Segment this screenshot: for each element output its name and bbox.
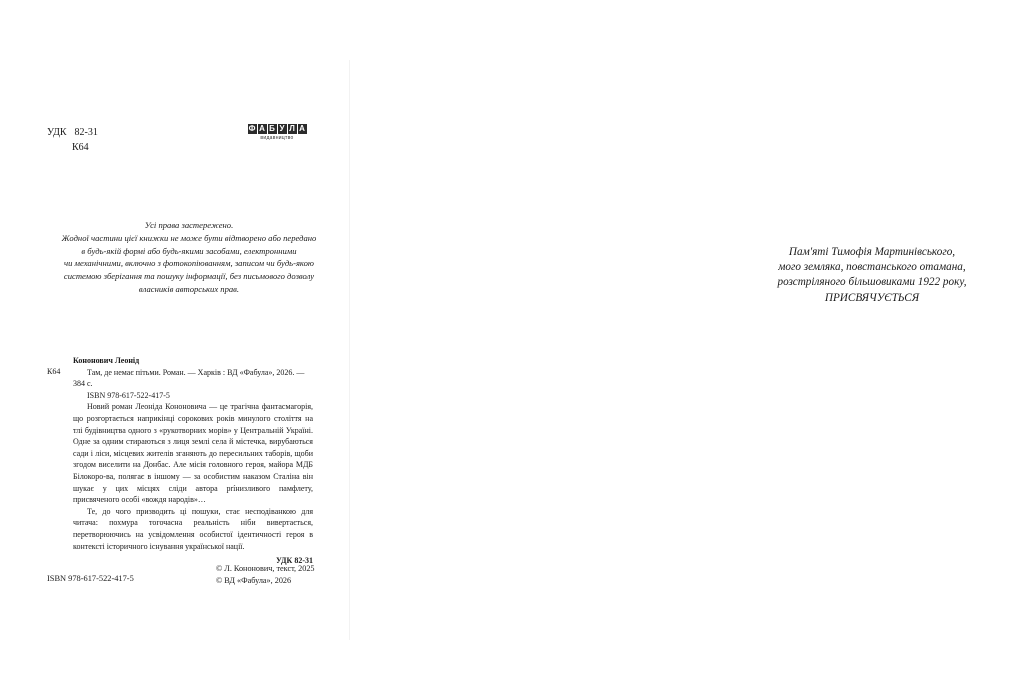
right-page [350, 0, 967, 700]
catalog-annotation: Те, до чого призводить ці пошуки, стає несподіванкою для читача: похмура тогочасна реальність ніби вивертається, перетворюючись на усвідомлення особистої ідентичності героя в контексті історичного існування української нації. [73, 506, 313, 551]
catalog-title-line: Там, де немає пітьми. Роман. — Харків : ВД «Фабула», 2026. — [87, 367, 305, 377]
udk-line [47, 125, 98, 140]
rights-line: чи механічними, включно з фотокопіюванням, записом чи будь-якою [64, 258, 314, 269]
udk-block [47, 125, 98, 155]
logo-letters [243, 124, 311, 134]
rights-line: в будь-якій формі або будь-якими засобами, електронними [81, 245, 297, 256]
catalog-author: Кононович Леонід [73, 356, 140, 365]
dedication-line: розстріляного більшовиками 1922 року, [777, 276, 967, 289]
copyright-block [216, 563, 315, 587]
udk-value: 82-31 [74, 127, 98, 138]
catalog-isbn: ISBN 978-617-522-417-5 [87, 390, 170, 400]
logo-letter: У [278, 124, 287, 134]
rights-notice [40, 219, 338, 296]
rights-line: Жодної частини цієї книжки не може бути відтворено або передано [61, 232, 317, 243]
logo-subtitle: видавництво [260, 135, 294, 141]
dedication-caps: ПРИСВЯЧУЄТЬСЯ [824, 291, 920, 304]
left-page [0, 0, 350, 700]
dedication-line: Пам'яті Тимофія Мартинівського, [788, 246, 956, 258]
catalog-pages: 384 с. [73, 379, 93, 389]
isbn: ISBN 978-617-522-417-5 [47, 574, 134, 583]
logo-letter: Ф [248, 124, 256, 133]
logo-letter: Б [269, 124, 275, 133]
logo-letter: А [259, 124, 265, 133]
catalog-annotation: Новий роман Леоніда Кононовича — це трагічна фантасмагорія, що розгортається наприкінці сорокових років минулого століття на тлі будівництва одного з «рукотворних морів» у Центральній Україні. Одне за одним стираються з лиця землі села й містечка, вирубаються сади і ліси, місцевих жителів зганяють до пересильних таборів, щоби згодом виселити на Донбас. Але місія головного героя, майора МДБ Білокоро-ва, полягає в іншому — за особистим наказом Сталіна він шукає у цих місцях сліди автора príнизливого памфлету, присвяченого особі «вождя народів»… [73, 402, 313, 505]
publisher-logo [243, 124, 311, 141]
copyright-line: © Л. Кононович, текст, 2025 [216, 564, 315, 573]
rights-line: власників авторських прав. [138, 283, 240, 294]
dedication [722, 245, 1022, 306]
rights-line: системою зберігання та пошуку інформації, без письмового дозволу [63, 271, 315, 282]
catalog-record [73, 355, 313, 567]
udk-label: УДК [47, 127, 67, 138]
dedication-line: мого земляка, повстанського отамана, [778, 261, 966, 274]
logo-letter: А [299, 124, 305, 133]
catalog-udk: УДК 82-31 [275, 556, 313, 566]
catalog-k-label: К64 [47, 367, 61, 376]
logo-letter: Л [289, 124, 295, 133]
copyright-line: © ВД «Фабула», 2026 [216, 576, 292, 585]
rights-line: Усі права застережено. [144, 220, 234, 230]
k-code: К64 [72, 142, 89, 153]
